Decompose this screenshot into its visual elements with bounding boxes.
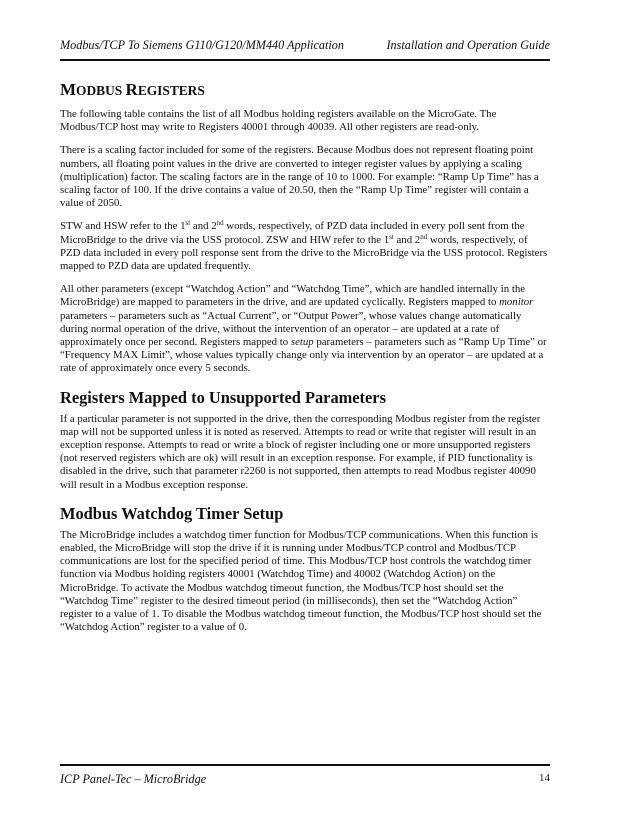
paragraph-register-list: The following table contains the list of all Modbus holding registers available on the MicroGate. The Modbus/TCP host may write to Registers 40001 through 40039. All other registers are read-only. bbox=[60, 108, 497, 134]
paragraph-scaling-factor: There is a scaling factor included for some of the registers. Because Modbus does not represent floating point numbers, all floating point values in the drive are converted to integer register values by applying a scaling (multiplication) factor. The scaling factors are in the range of 10 to 1000. For example: “Ramp Up Time” has a scaling factor of 100. If the drive contains a value of 20.50, then the “Ramp Up Time” register will contain a value of 2050. bbox=[60, 144, 539, 210]
header-title: Modbus/TCP To Siemens G110/G120/MM440 Application bbox=[60, 38, 344, 52]
header-doc-type: Installation and Operation Guide bbox=[386, 38, 550, 52]
section-heading-watchdog-timer: Modbus Watchdog Timer Setup bbox=[60, 503, 284, 523]
paragraph-watchdog-timer: The MicroBridge includes a watchdog timer function for Modbus/TCP communications. When this function is enabled, the MicroBridge will stop the drive if it is running under Modbus/TCP control and Modbus/TCP communications are lost for the specified period of time. This Modbus/TCP host controls the watchdog timer function via Modbus holding registers 40001 (Watchdog Time) and 40002 (Watchdog Action) on the MicroBridge. To activate the Modbus watchdog timeout function, the Modbus/TCP host should set the “Watchdog Time” register to the desired timeout period (in milliseconds), then set the “Watchdog Action” register to a value of 1. To disable the Modbus watchdog timeout function, the Modbus/TCP host should set the “Watchdog Action” register to a value of 0. bbox=[60, 528, 542, 634]
page-footer bbox=[60, 772, 550, 790]
header-rule bbox=[60, 59, 550, 61]
section-heading-unsupported-parameters: Registers Mapped to Unsupported Parameters bbox=[60, 387, 386, 407]
paragraph-unsupported-parameters: If a particular parameter is not supported in the drive, then the corresponding Modbus register from the register map will not be supported unless it is noted as reserved. Attempts to read or write that register will result in an exception response. Attempts to read or write a block of register including one or more unsupported registers (not reserved registers which are ok) will result in an exception response. For example, if PID functionality is disabled in the drive, such that parameter r2260 is not supported, then attempts to read Modbus register 40090 will result in a Modbus exception response. bbox=[60, 412, 541, 491]
section-heading-modbus-registers: MODBUS REGISTERS bbox=[60, 80, 205, 99]
paragraph-cyclic-update: All other parameters (except “Watchdog Action” and “Watchdog Time”, which are handled internally in the MicroBridge) are mapped to parameters in the drive, and are updated cyclically. Registers mapped to monitor parameters – parameters such as “Actual Current”, or “Output Power”, whose values change automatically during normal operation of the drive, without the intervention of an operator – are updated at a rate of approximately once per second. Registers mapped to setup parameters – parameters such as “Ramp Up Time” or “Frequency MAX Limit”, whose values typically change only via intervention by an operator – are updated at a rate of approximately once every 5 seconds. bbox=[60, 283, 547, 375]
page-header bbox=[60, 38, 550, 56]
footer-title: ICP Panel-Tec – MicroBridge bbox=[60, 772, 207, 786]
footer-rule bbox=[60, 764, 550, 766]
page-number: 14 bbox=[539, 772, 550, 784]
page-content bbox=[60, 80, 550, 645]
paragraph-pzd-words: STW and HSW refer to the 1st and 2nd words, respectively, of PZD data included in every poll sent from the MicroBridge to the drive via the USS protocol. ZSW and HIW refer to the 1st and 2nd words, respectively, of PZD data included in every poll response sent from the drive to the MicroBridge via the USS protocol. Registers mapped to PZD data are updated frequently. bbox=[60, 219, 548, 273]
